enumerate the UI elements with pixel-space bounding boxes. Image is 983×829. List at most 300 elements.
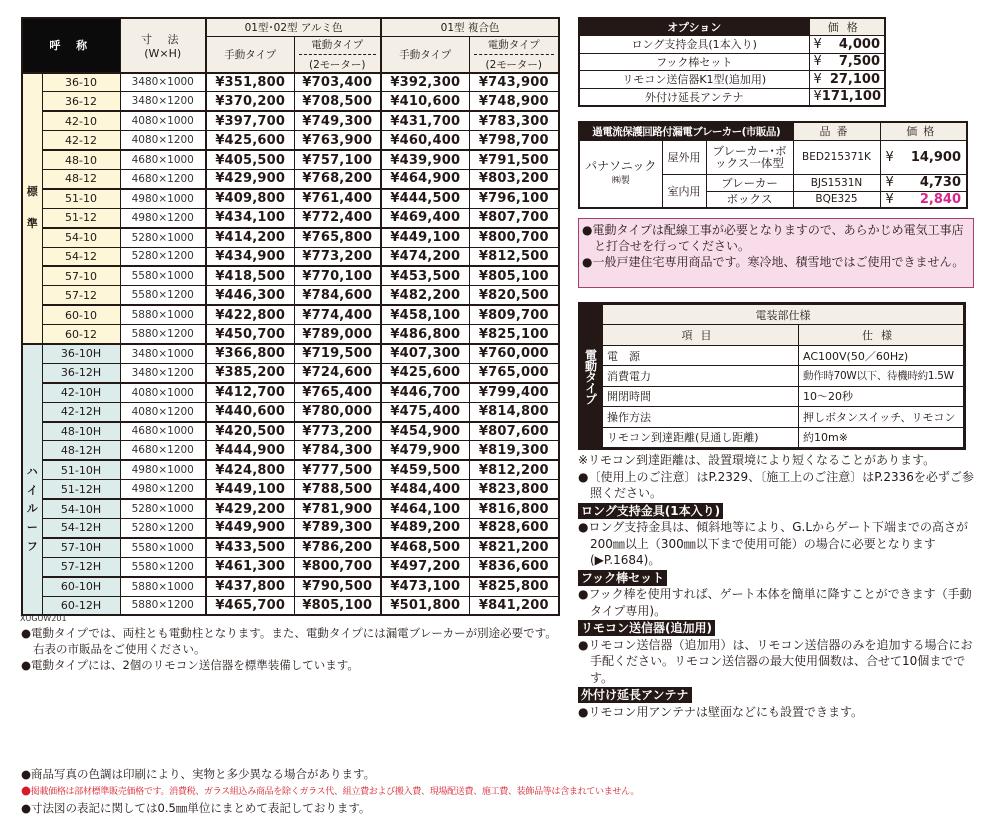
price-alu-electric: ¥805,100	[294, 596, 381, 615]
price-alu-electric: ¥719,500	[294, 344, 381, 363]
dimension-cell: 5580×1000	[120, 538, 206, 557]
price-comp-manual: ¥444,500	[381, 189, 469, 208]
price-alu-electric: ¥781,900	[294, 499, 381, 518]
model-cell: 54-10H	[42, 499, 120, 518]
price-comp-manual: ¥479,900	[381, 441, 469, 460]
option-price	[809, 71, 885, 89]
options-header-name: オプション	[579, 18, 809, 36]
price-alu-electric: ¥765,800	[294, 228, 381, 247]
header-electric-label: 電動タイプ	[311, 38, 364, 51]
spec-row	[603, 366, 964, 386]
breaker-code: BQE325	[793, 191, 880, 208]
price-alu-manual: ¥434,900	[206, 247, 294, 266]
footer-color-note: ●商品写真の色調は印刷により、実物と多少異なる場合があります。	[21, 767, 376, 781]
price-alu-manual: ¥429,200	[206, 499, 294, 518]
table-row	[22, 73, 559, 92]
option-row	[579, 88, 885, 106]
price-comp-electric: ¥800,700	[469, 228, 559, 247]
price-comp-electric: ¥809,700	[469, 305, 559, 324]
red-bullet-icon: ●	[21, 783, 31, 797]
category-label: 標 準	[26, 184, 38, 231]
breaker-item: ブレーカー	[706, 174, 793, 191]
dimension-cell: 4980×1200	[120, 480, 206, 499]
table-row	[22, 422, 559, 441]
price-alu-electric: ¥790,500	[294, 577, 381, 596]
price-alu-manual: ¥405,500	[206, 150, 294, 169]
price-comp-manual: ¥489,200	[381, 518, 469, 537]
breaker-item: ブレーカー･ボックス一体型	[706, 140, 793, 174]
dimension-cell: 3480×1200	[120, 92, 206, 111]
price-alu-electric: ¥773,200	[294, 422, 381, 441]
option-price	[809, 88, 885, 106]
breaker-price	[880, 140, 967, 174]
yen-sign: ¥	[813, 54, 822, 70]
model-cell: 42-12	[42, 131, 120, 150]
table-row	[22, 92, 559, 111]
price-alu-manual: ¥437,800	[206, 577, 294, 596]
table-row	[22, 577, 559, 596]
table-row	[22, 538, 559, 557]
spec-item: 消費電力	[603, 366, 799, 386]
section-text-long-bracket: ●ロング支持金具は、傾斜地等により、G.Lからゲート下端までの高さが200㎜以上（300㎜以下まで使用可能）の場合に必要となります(▶P.1684)。	[578, 520, 969, 567]
price-comp-manual: ¥454,900	[381, 422, 469, 441]
dimension-cell: 3480×1200	[120, 363, 206, 382]
price-comp-electric: ¥783,300	[469, 111, 559, 130]
price-comp-electric: ¥825,100	[469, 325, 559, 344]
table-row	[22, 247, 559, 266]
model-cell: 36-10	[42, 73, 120, 92]
breaker-location-outdoor: 屋外用	[662, 140, 706, 174]
options-table	[578, 17, 886, 107]
price-value: 14,900	[910, 149, 961, 165]
table-row	[22, 383, 559, 402]
footer-price-text: 掲載価格は部材標準販売価格です。消費税、ガラス組込み商品を除くガラス代、組立費および搬入費、現場配送費、施工費、装飾品等は含まれていません。	[30, 787, 640, 797]
breaker-location-indoor: 室内用	[662, 174, 706, 208]
model-cell: 51-12	[42, 208, 120, 227]
price-comp-manual: ¥464,100	[381, 499, 469, 518]
spec-value: 約10m※	[799, 427, 964, 447]
price-comp-manual: ¥446,700	[381, 383, 469, 402]
table-row	[22, 344, 559, 363]
price-alu-electric: ¥761,400	[294, 189, 381, 208]
spec-item: 電 源	[603, 345, 799, 365]
price-comp-manual: ¥407,300	[381, 344, 469, 363]
option-price	[809, 36, 885, 54]
table-row	[22, 460, 559, 479]
table-row	[22, 499, 559, 518]
model-cell: 60-10H	[42, 577, 120, 596]
yen-sign: ¥	[813, 89, 822, 104]
price-alu-electric: ¥770,100	[294, 266, 381, 285]
notice-residential: ●一般戸建住宅専用商品です。寒冷地、積雪地ではご使用できません。	[582, 255, 965, 269]
price-comp-manual: ¥468,500	[381, 538, 469, 557]
model-cell: 54-12H	[42, 518, 120, 537]
price-alu-electric: ¥774,400	[294, 305, 381, 324]
model-cell: 48-10H	[42, 422, 120, 441]
price-comp-manual: ¥453,500	[381, 266, 469, 285]
dimension-cell: 4080×1000	[120, 111, 206, 130]
option-name: 外付け延長アンテナ	[579, 88, 809, 106]
model-cell: 60-10	[42, 305, 120, 324]
price-comp-electric: ¥836,600	[469, 557, 559, 576]
dimension-cell: 4680×1000	[120, 422, 206, 441]
price-alu-manual: ¥418,500	[206, 266, 294, 285]
header-electric-1	[294, 36, 381, 73]
price-comp-manual: ¥469,400	[381, 208, 469, 227]
price-comp-manual: ¥464,900	[381, 169, 469, 188]
spec-item: リモコン到達距離(見通し距離)	[603, 427, 799, 447]
table-row	[22, 480, 559, 499]
dimension-cell: 4980×1000	[120, 460, 206, 479]
price-comp-manual: ¥460,400	[381, 131, 469, 150]
breaker-item: ボックス	[706, 191, 793, 208]
breaker-header-code: 品番	[793, 122, 880, 140]
yen-sign: ¥	[885, 191, 894, 207]
spec-item: 開閉時間	[603, 386, 799, 406]
table-row	[22, 557, 559, 576]
remote-range-note: ※リモコン到達距離は、設置環境により短くなることがあります。	[578, 453, 936, 467]
price-comp-electric: ¥821,200	[469, 538, 559, 557]
category-label: ハ イ ル ー フ	[26, 464, 38, 553]
header-group-aluminum: 01型･02型 アルミ色	[206, 18, 381, 36]
price-comp-manual: ¥475,400	[381, 402, 469, 421]
price-comp-manual: ¥473,100	[381, 577, 469, 596]
model-cell: 48-12H	[42, 441, 120, 460]
table-row	[22, 441, 559, 460]
spec-value: 押しボタンスイッチ、リモコン	[799, 407, 964, 427]
header-electric-sub: (2モーター)	[474, 54, 555, 72]
option-row	[579, 36, 885, 54]
section-heading-antenna: 外付け延長アンテナ	[578, 687, 692, 703]
price-value: 4,000	[838, 36, 880, 52]
model-cell: 36-12H	[42, 363, 120, 382]
price-alu-manual: ¥385,200	[206, 363, 294, 382]
price-comp-manual: ¥425,600	[381, 363, 469, 382]
model-cell: 51-10	[42, 189, 120, 208]
spec-value: 10～20秒	[799, 386, 964, 406]
price-alu-electric: ¥768,200	[294, 169, 381, 188]
price-comp-manual: ¥449,100	[381, 228, 469, 247]
price-alu-manual: ¥397,700	[206, 111, 294, 130]
breaker-price	[880, 174, 967, 191]
dimension-cell: 4980×1200	[120, 208, 206, 227]
model-cell: 36-12	[42, 92, 120, 111]
product-code: XUGUW201	[20, 614, 67, 623]
price-alu-manual: ¥440,600	[206, 402, 294, 421]
yen-sign: ¥	[813, 36, 822, 52]
price-alu-manual: ¥409,800	[206, 189, 294, 208]
price-comp-electric: ¥819,300	[469, 441, 559, 460]
price-alu-electric: ¥784,300	[294, 441, 381, 460]
price-comp-electric: ¥803,200	[469, 169, 559, 188]
price-comp-electric: ¥748,900	[469, 92, 559, 111]
model-cell: 60-12	[42, 325, 120, 344]
spec-col-item: 項目	[603, 325, 799, 345]
price-comp-manual: ¥431,700	[381, 111, 469, 130]
model-cell: 42-12H	[42, 402, 120, 421]
price-comp-manual: ¥474,200	[381, 247, 469, 266]
price-comp-electric: ¥820,500	[469, 286, 559, 305]
electric-spec-table	[578, 302, 966, 450]
price-alu-electric: ¥703,400	[294, 73, 381, 92]
table-row	[22, 131, 559, 150]
price-alu-electric: ¥789,000	[294, 325, 381, 344]
price-comp-electric: ¥796,100	[469, 189, 559, 208]
breaker-price	[880, 191, 967, 208]
table-row	[22, 111, 559, 130]
breaker-code: BED215371K	[793, 140, 880, 174]
price-alu-manual: ¥450,700	[206, 325, 294, 344]
price-comp-electric: ¥760,000	[469, 344, 559, 363]
spec-row	[603, 345, 964, 365]
price-alu-manual: ¥449,900	[206, 518, 294, 537]
price-alu-electric: ¥749,300	[294, 111, 381, 130]
model-cell: 54-12	[42, 247, 120, 266]
price-alu-electric: ¥788,500	[294, 480, 381, 499]
table-row	[22, 266, 559, 285]
option-row	[579, 71, 885, 89]
spec-col-spec: 仕様	[799, 325, 964, 345]
table-row	[22, 169, 559, 188]
header-dim-unit: (W×H)	[144, 46, 182, 60]
price-alu-manual: ¥461,300	[206, 557, 294, 576]
table-row	[22, 189, 559, 208]
dimension-cell: 3480×1000	[120, 73, 206, 92]
price-comp-electric: ¥823,800	[469, 480, 559, 499]
table-row	[22, 325, 559, 344]
category-highroof	[22, 344, 42, 615]
model-cell: 57-10	[42, 266, 120, 285]
dimension-cell: 4680×1000	[120, 150, 206, 169]
footer-notes	[21, 766, 721, 816]
price-alu-manual: ¥412,700	[206, 383, 294, 402]
price-alu-manual: ¥422,800	[206, 305, 294, 324]
price-alu-electric: ¥708,500	[294, 92, 381, 111]
maker-sub: ㈱製	[611, 175, 630, 186]
breaker-table	[578, 121, 968, 209]
spec-value: 動作時70W以下、待機時約1.5W	[799, 366, 964, 386]
price-comp-electric: ¥841,200	[469, 596, 559, 615]
table-row	[22, 363, 559, 382]
model-cell: 42-10	[42, 111, 120, 130]
option-price	[809, 53, 885, 71]
price-alu-electric: ¥773,200	[294, 247, 381, 266]
dimension-cell: 5580×1200	[120, 557, 206, 576]
model-cell: 42-10H	[42, 383, 120, 402]
model-cell: 60-12H	[42, 596, 120, 615]
price-alu-manual: ¥425,600	[206, 131, 294, 150]
dimension-cell: 5880×1200	[120, 325, 206, 344]
price-comp-manual: ¥392,300	[381, 73, 469, 92]
spec-item: 操作方法	[603, 407, 799, 427]
note-remote-included: ●電動タイプには、2個のリモコン送信器を標準装備しています。	[21, 658, 359, 672]
header-electric-2	[469, 36, 559, 73]
footer-price-note	[21, 782, 721, 800]
price-comp-manual: ¥459,500	[381, 460, 469, 479]
header-electric-sub: (2モーター)	[299, 54, 377, 72]
main-notes	[21, 625, 566, 673]
price-value: 171,100	[821, 89, 881, 104]
price-comp-manual: ¥497,200	[381, 557, 469, 576]
spec-value: AC100V(50／60Hz)	[799, 345, 964, 365]
dimension-cell: 5580×1000	[120, 266, 206, 285]
breaker-header-price: 価格	[880, 122, 967, 140]
price-alu-electric: ¥800,700	[294, 557, 381, 576]
dimension-cell: 5880×1000	[120, 577, 206, 596]
footer-dimension-note: ●寸法図の表記に関しては0.5㎜単位にまとめて表記しております。	[21, 801, 371, 815]
price-comp-manual: ¥482,200	[381, 286, 469, 305]
price-alu-manual: ¥444,900	[206, 441, 294, 460]
model-cell: 36-10H	[42, 344, 120, 363]
model-cell: 57-12H	[42, 557, 120, 576]
table-row	[22, 208, 559, 227]
options-header-price: 価格	[809, 18, 885, 36]
dimension-cell: 5580×1200	[120, 286, 206, 305]
model-cell: 54-10	[42, 228, 120, 247]
price-comp-manual: ¥458,100	[381, 305, 469, 324]
dimension-cell: 5280×1000	[120, 228, 206, 247]
price-alu-electric: ¥757,100	[294, 150, 381, 169]
price-comp-electric: ¥765,000	[469, 363, 559, 382]
price-value-highlight: 2,840	[919, 191, 961, 207]
yen-sign: ¥	[813, 71, 822, 87]
table-row	[22, 305, 559, 324]
price-alu-manual: ¥351,800	[206, 73, 294, 92]
reference-note: ●〔使用上のご注意〕はP.2329、〔施工上のご注意〕はP.2336を必ずご参照ください。	[578, 469, 974, 500]
dimension-cell: 5280×1200	[120, 247, 206, 266]
dimension-cell: 4680×1200	[120, 169, 206, 188]
price-comp-electric: ¥805,100	[469, 266, 559, 285]
option-name: フック棒セット	[579, 53, 809, 71]
header-electric-label: 電動タイプ	[487, 38, 540, 51]
category-standard	[22, 73, 42, 344]
dimension-cell: 4980×1000	[120, 189, 206, 208]
yen-sign: ¥	[885, 175, 894, 190]
spec-row	[603, 427, 964, 447]
electric-notice-box	[578, 218, 974, 288]
price-comp-electric: ¥743,900	[469, 73, 559, 92]
table-row	[22, 402, 559, 421]
price-comp-electric: ¥812,500	[469, 247, 559, 266]
price-comp-manual: ¥410,600	[381, 92, 469, 111]
breaker-row	[579, 140, 967, 174]
model-cell: 57-10H	[42, 538, 120, 557]
dimension-cell: 4680×1200	[120, 441, 206, 460]
price-comp-electric: ¥812,200	[469, 460, 559, 479]
price-comp-electric: ¥816,800	[469, 499, 559, 518]
price-comp-manual: ¥501,800	[381, 596, 469, 615]
option-notes	[578, 452, 978, 720]
price-comp-electric: ¥828,600	[469, 518, 559, 537]
spec-title: 電装部仕様	[603, 305, 964, 325]
table-row	[22, 228, 559, 247]
price-alu-electric: ¥786,200	[294, 538, 381, 557]
price-alu-electric: ¥777,500	[294, 460, 381, 479]
header-manual-2: 手動タイプ	[381, 36, 469, 73]
price-comp-electric: ¥825,800	[469, 577, 559, 596]
section-heading-hook-rod: フック棒セット	[578, 570, 667, 586]
section-heading-remote: リモコン送信器(追加用)	[578, 620, 715, 636]
price-comp-manual: ¥484,400	[381, 480, 469, 499]
model-cell: 57-12	[42, 286, 120, 305]
breaker-maker	[579, 140, 662, 208]
header-dim-label: 寸 法	[141, 32, 185, 46]
price-alu-manual: ¥366,800	[206, 344, 294, 363]
section-text-hook-rod: ●フック棒を使用すれば、ゲート本体を簡単に降すことができます（手動タイプ専用)。	[578, 587, 972, 618]
price-comp-electric: ¥807,700	[469, 208, 559, 227]
price-alu-electric: ¥784,600	[294, 286, 381, 305]
notice-wiring: ●電動タイプは配線工事が必要となりますので、あらかじめ電気工事店と打合せを行ってください。	[582, 223, 964, 253]
price-comp-electric: ¥814,800	[469, 402, 559, 421]
spec-side-label: 電動タイプ	[580, 304, 602, 448]
dimension-cell: 4080×1000	[120, 383, 206, 402]
dimension-cell: 5880×1000	[120, 305, 206, 324]
price-alu-electric: ¥780,000	[294, 402, 381, 421]
price-alu-electric: ¥772,400	[294, 208, 381, 227]
section-heading-long-bracket: ロング支持金具(1本入り)	[578, 503, 723, 519]
model-cell: 48-12	[42, 169, 120, 188]
table-row	[22, 150, 559, 169]
price-alu-manual: ¥420,500	[206, 422, 294, 441]
price-comp-electric: ¥799,400	[469, 383, 559, 402]
header-manual-1: 手動タイプ	[206, 36, 294, 73]
dimension-cell: 5280×1200	[120, 518, 206, 537]
price-alu-manual: ¥433,500	[206, 538, 294, 557]
note-electric-posts: ●電動タイプでは、両柱とも電動柱となります。また、電動タイプには漏電ブレーカーが別途必要です。右表の市販品をご使用ください。	[21, 626, 557, 656]
price-alu-manual: ¥414,200	[206, 228, 294, 247]
header-group-composite: 01型 複合色	[381, 18, 559, 36]
dimension-cell: 5880×1200	[120, 596, 206, 615]
table-row	[22, 286, 559, 305]
model-cell: 51-12H	[42, 480, 120, 499]
price-alu-electric: ¥765,400	[294, 383, 381, 402]
table-row	[22, 596, 559, 615]
price-comp-manual: ¥486,800	[381, 325, 469, 344]
price-alu-manual: ¥429,900	[206, 169, 294, 188]
spec-row	[603, 386, 964, 406]
header-dimensions	[120, 18, 206, 73]
price-alu-manual: ¥465,700	[206, 596, 294, 615]
section-text-remote: ●リモコン送信器（追加用）は、リモコン送信器のみを追加する場合にお手配ください。リモコン送信器の最大使用個数は、合せて10個までです。	[578, 637, 973, 685]
dimension-cell: 3480×1000	[120, 344, 206, 363]
price-comp-manual: ¥439,900	[381, 150, 469, 169]
price-alu-electric: ¥724,600	[294, 363, 381, 382]
price-alu-electric: ¥763,900	[294, 131, 381, 150]
spec-table-body	[602, 304, 964, 448]
price-comp-electric: ¥798,700	[469, 131, 559, 150]
option-name: ロング支持金具(1本入り)	[579, 36, 809, 54]
option-name: リモコン送信器K1型(追加用)	[579, 71, 809, 89]
price-value: 4,730	[919, 175, 961, 190]
price-value: 27,100	[829, 71, 880, 87]
model-cell: 48-10	[42, 150, 120, 169]
price-value: 7,500	[838, 54, 880, 70]
header-name: 呼 称	[22, 18, 120, 73]
spec-row	[603, 407, 964, 427]
dimension-cell: 4080×1200	[120, 131, 206, 150]
dimension-cell: 5280×1000	[120, 499, 206, 518]
table-row	[22, 518, 559, 537]
breaker-header-name: 過電流保護回路付漏電ブレーカー(市販品)	[579, 122, 793, 140]
maker-name: パナソニック	[585, 158, 657, 173]
price-comp-electric: ¥807,600	[469, 422, 559, 441]
breaker-code: BJS1531N	[793, 174, 880, 191]
price-alu-manual: ¥449,100	[206, 480, 294, 499]
price-comp-electric: ¥791,500	[469, 150, 559, 169]
price-alu-electric: ¥789,300	[294, 518, 381, 537]
price-alu-manual: ¥434,100	[206, 208, 294, 227]
option-row	[579, 53, 885, 71]
